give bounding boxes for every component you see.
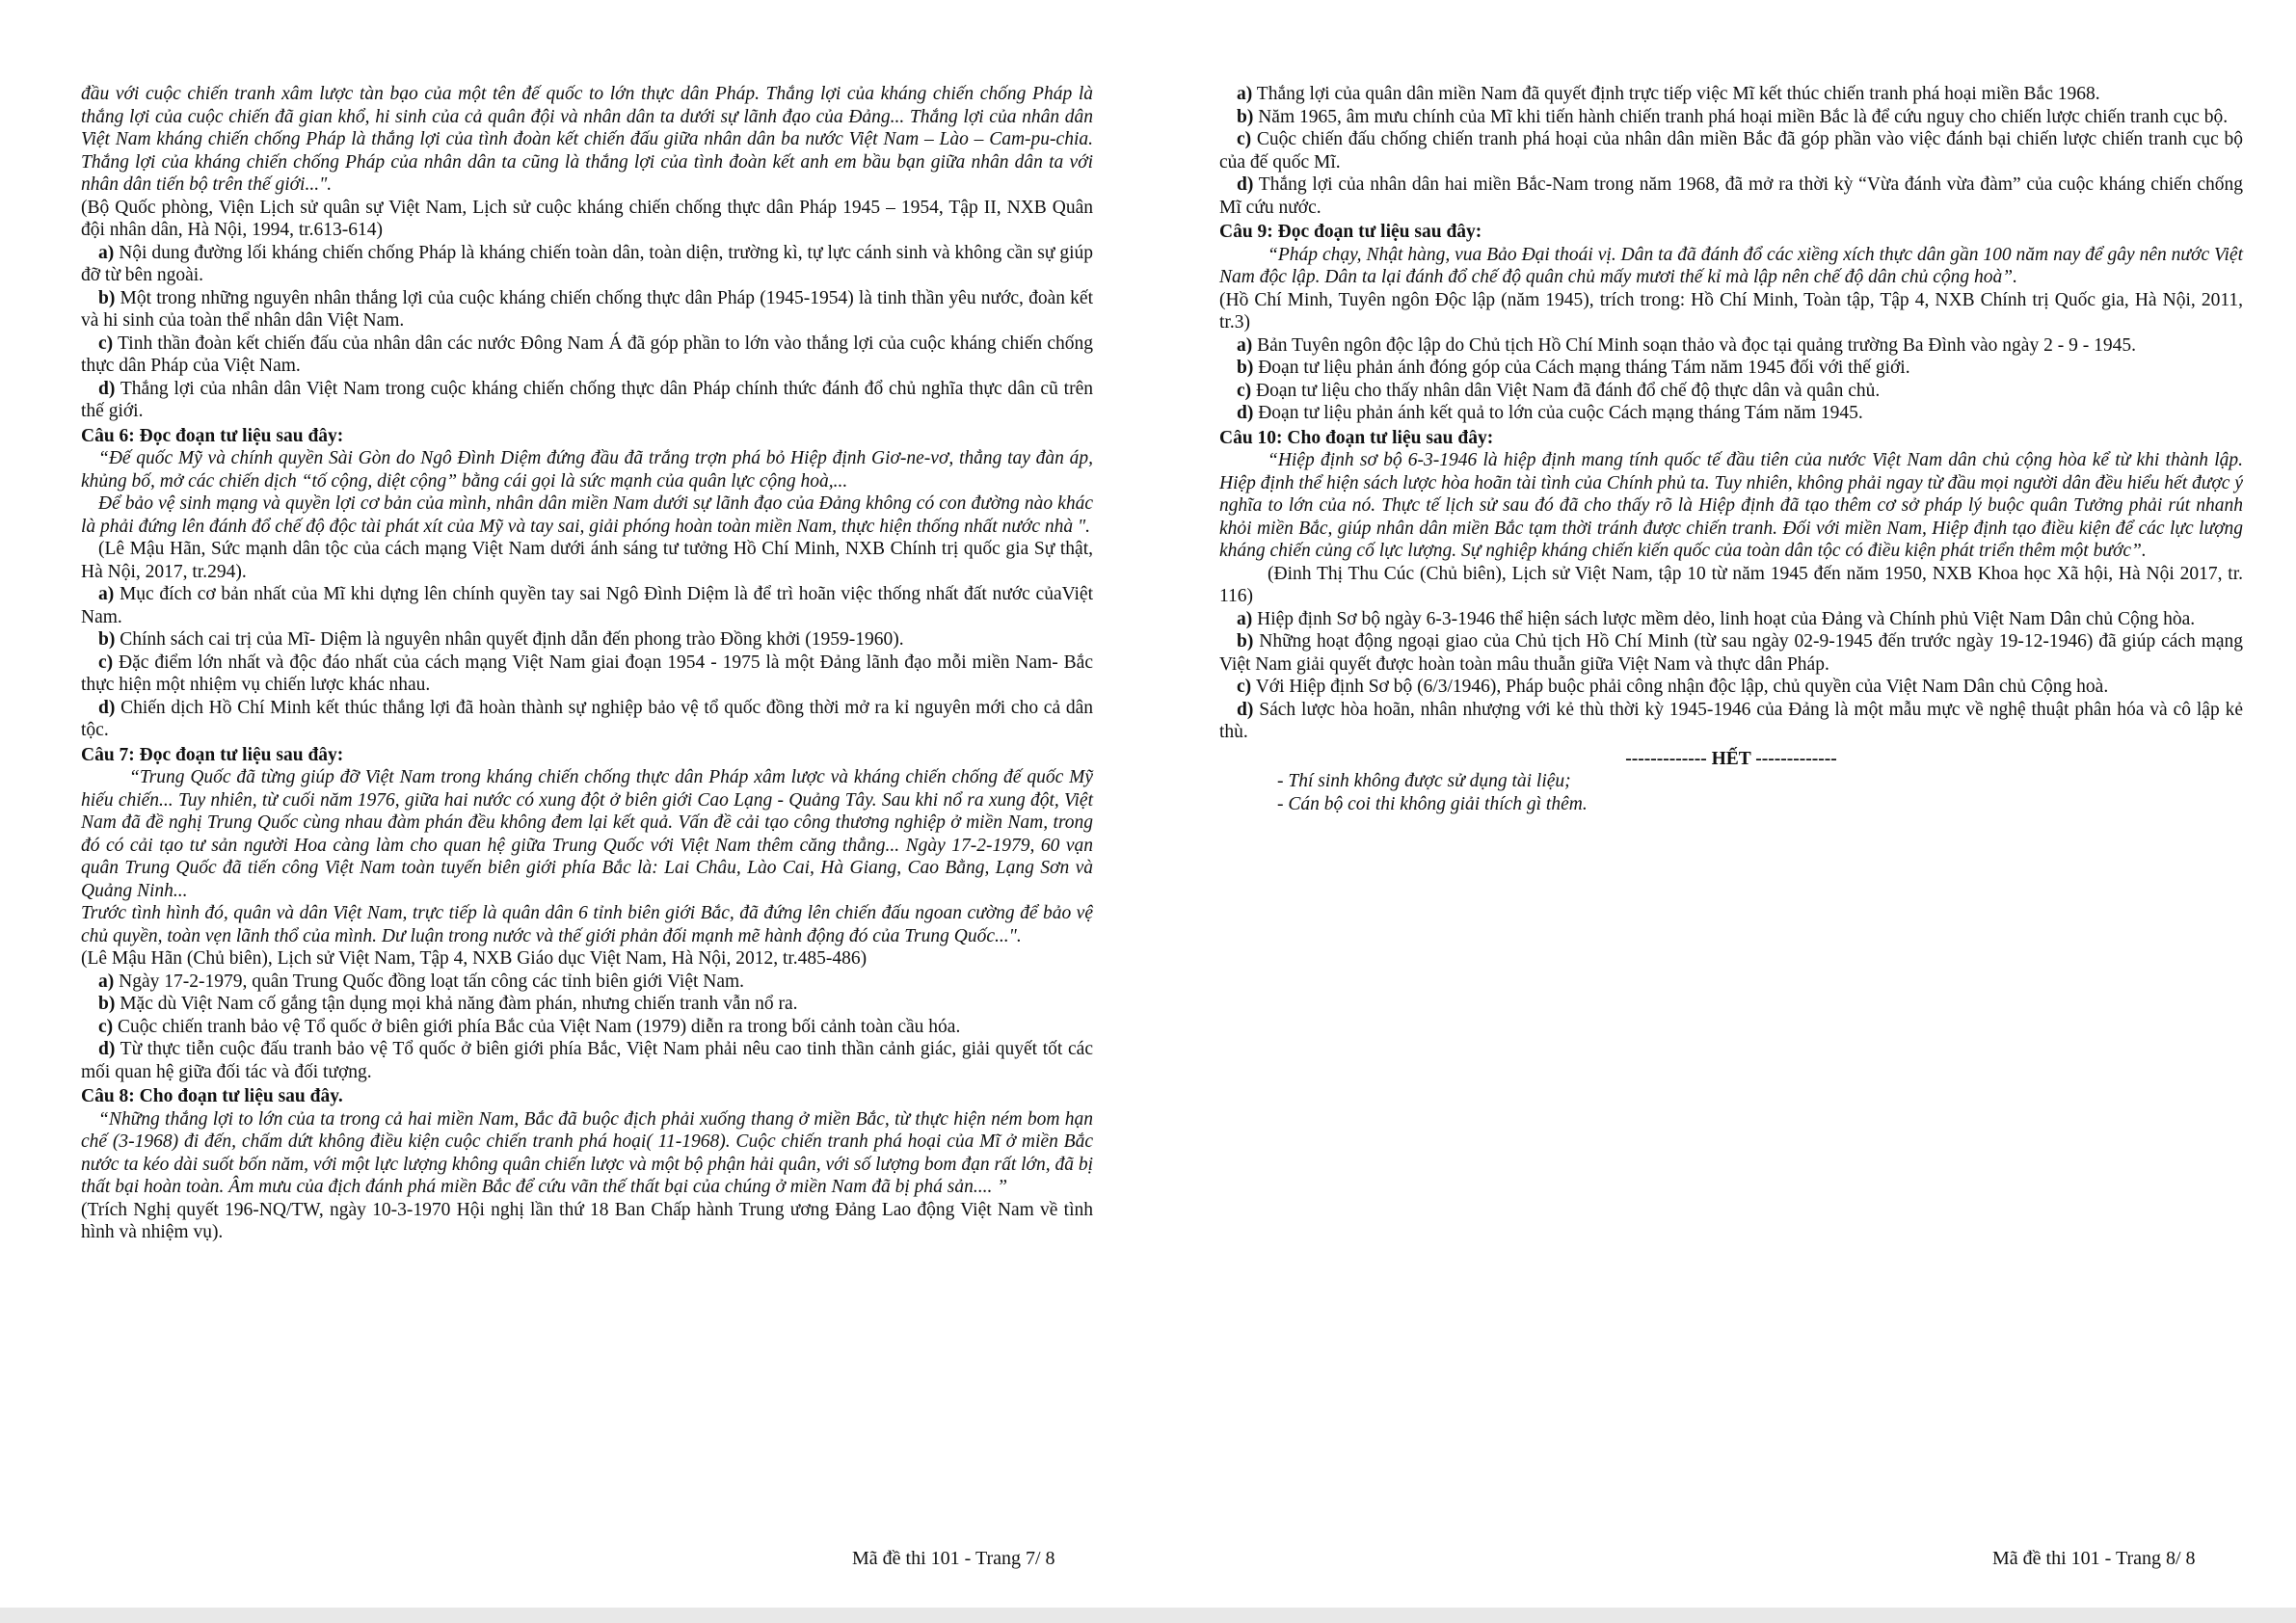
q8-title: Câu 8: Cho đoạn tư liệu sau đây. <box>81 1086 343 1106</box>
note-candidates: - Thí sinh không được sử dụng tài liệu; <box>1277 771 1571 791</box>
q7-quote-2: Trước tình hình đó, quân và dân Việt Nam, trực tiếp là quân dân 6 tỉnh biên giới Bắc, đã đứng lên chiến đấu ngoan cường để bảo vệ chủ quyền, toàn vẹn lãnh thổ của mình. Dư luận trong nước và thế giới phản đối mạnh mẽ hành động đó của Trung Quốc...". <box>81 903 1093 946</box>
q8-source: (Trích Nghị quyết 196-NQ/TW, ngày 10-3-1970 Hội nghị lần thứ 18 Ban Chấp hành Trung ương Đảng Lao động Việt Nam về tình hình và nhiệm vụ). <box>81 1199 1093 1242</box>
scan-bottom-edge <box>0 1608 2296 1623</box>
q9-source: (Hồ Chí Minh, Tuyên ngôn Độc lập (năm 1945), trích trong: Hồ Chí Minh, Toàn tập, Tập 4, NXB Chính trị Quốc gia, Hà Nội, 2011, tr.3) <box>1219 289 2243 333</box>
q5-option-b: b) Một trong những nguyên nhân thắng lợi của cuộc kháng chiến chống thực dân Pháp (1945-1954) là tinh thần yêu nước, đoàn kết và hi sinh của toàn thể nhân dân Việt Nam. <box>81 287 1093 331</box>
q7-option-b: b) Mặc dù Việt Nam cố gắng tận dụng mọi khả năng đàm phán, nhưng chiến tranh vẫn nổ ra. <box>98 994 798 1014</box>
q7-quote-1: “Trung Quốc đã từng giúp đỡ Việt Nam trong kháng chiến chống thực dân Pháp xâm lược và kháng chiến chống đế quốc Mỹ hiếu chiến... Tuy nhiên, từ cuối năm 1976, giữa hai nước có xung đột ở biên giới Cao Lạng - Quảng Tây. Sau khi nổ ra xung đột, Việt Nam đã đề nghị Trung Quốc cùng nhau đàm phán đều không đem lại kết quả. Vấn đề cải tạo công thương nghiệp ở miền Nam, trong đó có cải tạo tư sản người Hoa càng làm cho quan hệ giữa Trung Quốc với Việt Nam thêm căng thẳng... Ngày 17-2-1979, 60 vạn quân Trung Quốc đã tiến công Việt Nam toàn tuyến biên giới phía Bắc là: Lai Châu, Lào Cai, Hà Giang, Cao Bằng, Lạng Sơn và Quảng Ninh... <box>81 767 1093 901</box>
q5-option-c: c) Tinh thần đoàn kết chiến đấu của nhân dân các nước Đông Nam Á đã góp phần to lớn vào thắng lợi của cuộc kháng chiến chống thực dân Pháp của Việt Nam. <box>81 333 1093 376</box>
q7-title: Câu 7: Đọc đoạn tư liệu sau đây: <box>81 744 344 765</box>
q6-option-d: d) Chiến dịch Hồ Chí Minh kết thúc thắng lợi đã hoàn thành sự nghiệp bảo vệ tổ quốc đồng thời mở ra kỉ nguyên mới cho cả dân tộc. <box>81 697 1093 740</box>
q10-title: Câu 10: Cho đoạn tư liệu sau đây: <box>1219 427 1494 448</box>
q9-quote: “Pháp chạy, Nhật hàng, vua Bảo Đại thoái vị. Dân ta đã đánh đổ các xiềng xích thực dân gần 100 năm nay để gây nên nước Việt Nam độc lập. Dân ta lại đánh đổ chế độ quân chủ mấy mươi thế kỉ mà lập nên chế độ dân chủ cộng hoà”. <box>1219 244 2243 287</box>
note-proctors: - Cán bộ coi thi không giải thích gì thêm. <box>1277 793 1588 814</box>
q6-quote-1: “Đế quốc Mỹ và chính quyền Sài Gòn do Ngô Đình Diệm đứng đầu đã trắng trợn phá bỏ Hiệp định Giơ-ne-vơ, thẳng tay đàn áp, khủng bố, mở các chiến dịch “tố cộng, diệt cộng” bằng cái gọi là sức mạnh của quân lực cộng hoà,... <box>81 448 1093 492</box>
q10-option-d: d) Sách lược hòa hoãn, nhân nhượng với kẻ thù thời kỳ 1945-1946 của Đảng là một mẫu mực về nghệ thuật phân hóa và cô lập kẻ thù. <box>1219 699 2244 742</box>
q8-quote: “Những thắng lợi to lớn của ta trong cả hai miền Nam, Bắc đã buộc địch phải xuống thang ở miền Bắc, từ thực hiện ném bom hạn chế (3-1968) đi đến, chấm dứt không điều kiện cuộc chiến tranh phá hoại( 11-1968). Cuộc chiến tranh phá hoại của Mĩ ở miền Bắc nước ta kéo dài suốt bốn năm, với một lực lượng không quân chiến lược và một bộ phận hải quân, với số lượng bom đạn rất lớn, đã bị thất bại hoàn toàn. Âm mưu của địch đánh phá miền Bắc để cứu vãn thế thất bại của chúng ở miền Nam đã bị phá sản.... ” <box>81 1108 1094 1197</box>
q9-option-d: d) Đoạn tư liệu phản ánh kết quả to lớn của cuộc Cách mạng tháng Tám năm 1945. <box>1237 403 1863 423</box>
q6-option-b: b) Chính sách cai trị của Mĩ- Diệm là nguyên nhân quyết định dẫn đến phong trào Đồng khởi (1959-1960). <box>98 629 904 650</box>
q6-source: (Lê Mậu Hãn, Sức mạnh dân tộc của cách mạng Việt Nam dưới ánh sáng tư tưởng Hồ Chí Minh, NXB Chính trị quốc gia Sự thật, Hà Nội, 2017, tr.294). <box>81 539 1093 582</box>
q6-quote-2: Để bảo vệ sinh mạng và quyền lợi cơ bản của mình, nhân dân miền Nam dưới sự lãnh đạo của Đảng không có con đường nào khác là phải đứng lên đánh đổ chế độ độc tài phát xít của Mỹ và tay sai, giải phóng hoàn toàn miền Nam, thực hiện thống nhất nước nhà ". <box>81 493 1093 537</box>
q9-option-a: a) Bản Tuyên ngôn độc lập do Chủ tịch Hồ Chí Minh soạn thảo và đọc tại quảng trường Ba Đình vào ngày 2 - 9 - 1945. <box>1237 334 2136 356</box>
page-8-column <box>1219 83 2243 815</box>
q7-source: (Lê Mậu Hãn (Chủ biên), Lịch sử Việt Nam, Tập 4, NXB Giáo dục Việt Nam, Hà Nội, 2012, tr.485-486) <box>81 948 868 969</box>
page-8-footer: Mã đề thi 101 - Trang 8/ 8 <box>1992 1548 2196 1569</box>
page-7-footer: Mã đề thi 101 - Trang 7/ 8 <box>852 1548 1055 1569</box>
q8-option-b: b) Năm 1965, âm mưu chính của Mĩ khi tiến hành chiến tranh phá hoại miền Bắc là để cứu nguy cho chiến lược chiến tranh cục bộ. <box>1237 106 2229 127</box>
q5-option-d: d) Thắng lợi của nhân dân Việt Nam trong cuộc kháng chiến chống thực dân Pháp chính thức đánh đổ chủ nghĩa thực dân cũ trên thế giới. <box>81 378 1093 421</box>
q10-source: (Đinh Thị Thu Cúc (Chủ biên), Lịch sử Việt Nam, tập 10 từ năm 1945 đến năm 1950, NXB Khoa học Xã hội, Hà Nội 2017, tr. 116) <box>1219 563 2243 606</box>
q7-option-d: d) Từ thực tiễn cuộc đấu tranh bảo vệ Tổ quốc ở biên giới phía Bắc, Việt Nam phải nêu cao tinh thần cảnh giác, giải quyết tốt các mối quan hệ giữa đối tác và đối tượng. <box>81 1039 1093 1082</box>
q6-option-c: c) Đặc điểm lớn nhất và độc đáo nhất của cách mạng Việt Nam giai đoạn 1954 - 1975 là một Đảng lãnh đạo mỗi miền Nam- Bắc thực hiện một nhiệm vụ chiến lược khác nhau. <box>81 652 1093 695</box>
q5-source: (Bộ Quốc phòng, Viện Lịch sử quân sự Việt Nam, Lịch sử cuộc kháng chiến chống thực dân Pháp 1945 – 1954, Tập II, NXB Quân đội nhân dân, Hà Nội, 1994, tr.613-614) <box>81 197 1093 240</box>
q8-option-c: c) Cuộc chiến đấu chống chiến tranh phá hoại của nhân dân miền Bắc đã góp phần vào việc đánh bại chiến lược chiến tranh cục bộ của đế quốc Mĩ. <box>1219 129 2244 173</box>
q5-quote-continuation: đầu với cuộc chiến tranh xâm lược tàn bạo của một tên đế quốc to lớn thực dân Pháp. Thắng lợi của kháng chiến chống Pháp là thắng lợi của cuộc chiến đã gian khổ, hi sinh của cả quân đội và nhân dân ta dưới sự lãnh đạo của Đảng... Thắng lợi của nhân dân Việt Nam kháng chiến chống Pháp là thắng lợi của tình đoàn kết chiến đấu giữa nhân dân ba nước Việt Nam – Lào – Cam-pu-chia. Thắng lợi của kháng chiến chống Pháp của nhân dân ta cũng là thắng lợi của tình đoàn kết anh em bầu bạn giữa nhân dân ta với nhân dân tiến bộ trên thế giới...". <box>81 84 1093 195</box>
q8-option-d: d) Thắng lợi của nhân dân hai miền Bắc-Nam trong năm 1968, đã mở ra thời kỳ “Vừa đánh vừa đàm” của cuộc kháng chiến chống Mĩ cứu nước. <box>1219 174 2243 218</box>
q10-option-b: b) Những hoạt động ngoại giao của Chủ tịch Hồ Chí Minh (từ sau ngày 02-9-1945 đến trước ngày 19-12-1946) đã giúp cách mạng Việt Nam giải quyết được hoàn toàn mâu thuẫn giữa Việt Nam và thực dân Pháp. <box>1219 631 2244 675</box>
end-marker: ------------- HẾT ------------- <box>1625 748 1837 769</box>
q10-quote: “Hiệp định sơ bộ 6-3-1946 là hiệp định mang tính quốc tế đầu tiên của nước Việt Nam dân chủ cộng hòa kể từ khi thành lập. Hiệp định thể hiện sách lược hòa hoãn tài tình của Chính phủ ta. Tuy nhiên, không phải ngay từ đầu mọi người dân đều hiểu hết được ý nghĩa to lớn của nó. Thực tế lịch sử sau đó đã cho thấy rõ là Hiệp định đã tạo thêm cơ sở pháp lý buộc quân Tưởng phải rút nhanh khỏi miền Bắc, giúp nhân dân miền Bắc tạm thời tránh được chiến tranh. Đối với miền Nam, Hiệp định tạo điều kiện để các lực lượng kháng chiến củng cố lực lượng. Sự nghiệp kháng chiến kiến quốc của toàn dân tộc có điều kiện phát triển thêm một bước”. <box>1219 450 2243 561</box>
q7-option-a: a) Ngày 17-2-1979, quân Trung Quốc đồng loạt tấn công các tỉnh biên giới Việt Nam. <box>98 971 745 992</box>
q9-option-c: c) Đoạn tư liệu cho thấy nhân dân Việt Nam đã đánh đổ chế độ thực dân và quân chủ. <box>1237 380 1881 401</box>
q5-option-a: a) Nội dung đường lối kháng chiến chống Pháp là kháng chiến toàn dân, toàn diện, trường kì, tự lực cánh sinh và không cần sự giúp đỡ từ bên ngoài. <box>81 242 1093 285</box>
q6-title: Câu 6: Đọc đoạn tư liệu sau đây: <box>81 425 344 446</box>
q9-title: Câu 9: Đọc đoạn tư liệu sau đây: <box>1219 222 1482 242</box>
q10-option-a: a) Hiệp định Sơ bộ ngày 6-3-1946 thể hiện sách lược mềm dẻo, linh hoạt của Đảng và Chính phủ Việt Nam Dân chủ Cộng hòa. <box>1237 608 2196 629</box>
q10-option-c: c) Với Hiệp định Sơ bộ (6/3/1946), Pháp buộc phải công nhận độc lập, chủ quyền của Việt Nam Dân chủ Cộng hoà. <box>1237 677 2109 697</box>
q8-option-a: a) Thắng lợi của quân dân miền Nam đã quyết định trực tiếp việc Mĩ kết thúc chiến tranh phá hoại miền Bắc 1968. <box>1237 84 2100 104</box>
q7-option-c: c) Cuộc chiến tranh bảo vệ Tổ quốc ở biên giới phía Bắc của Việt Nam (1979) diễn ra trong bối cảnh toàn cầu hóa. <box>98 1016 961 1037</box>
q6-option-a: a) Mục đích cơ bản nhất của Mĩ khi dựng lên chính quyền tay sai Ngô Đình Diệm là để trì hoãn việc thống nhất đất nước củaViệt Nam. <box>81 584 1093 627</box>
q9-option-b: b) Đoạn tư liệu phản ánh đóng góp của Cách mạng tháng Tám năm 1945 đối với thế giới. <box>1237 358 1910 378</box>
page-7-column <box>81 83 1093 1244</box>
